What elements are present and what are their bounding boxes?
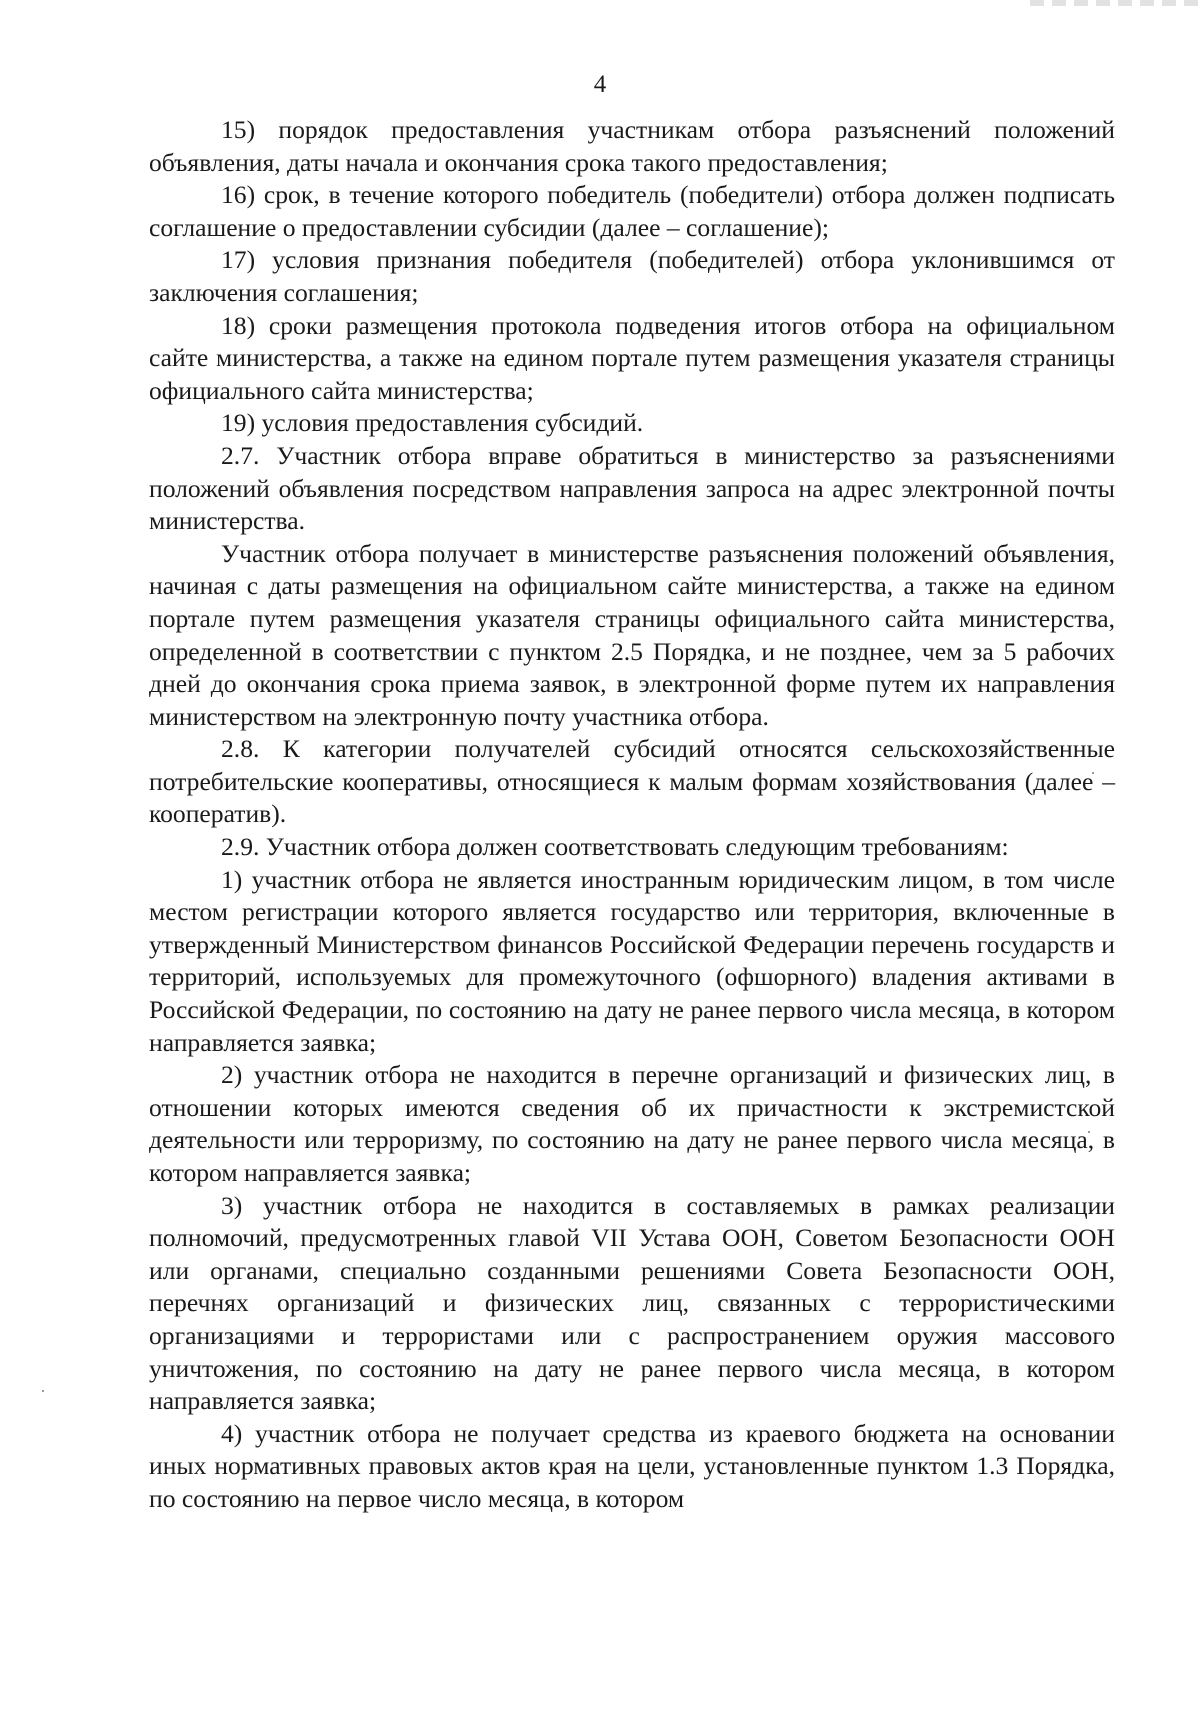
scan-speck (42, 1390, 44, 1392)
paragraph-item-15: 15) порядок предоставления участникам отбора разъяснений положений объявления, даты начала и окончания срока такого предоставления; (149, 115, 1115, 177)
requirement-item-4: 4) участник отбора не получает средства из краевого бюджета на основании иных нормативных правовых актов края на цели, установленные пунктом 1.3 Порядка, по состоянию на первое число месяца, в котором (149, 1418, 1115, 1513)
paragraph-2-9: 2.9. Участник отбора должен соответствовать следующим требованиям: (221, 832, 1009, 862)
requirement-item-2: 2) участник отбора не находится в перечне организаций и физических лиц, в отношении которых имеются сведения об их причастности к экстремистской деятельности или терроризму, по состоянию на дату не ранее первого числа месяца, в котором направляется заявка; (149, 1060, 1115, 1187)
requirement-item-1: 1) участник отбора не является иностранным юридическим лицом, в том числе местом регистрации которого является государство или территория, включенные в утвержденный Министерством финансов Российской Федерации перечень государств и территорий, используемых для промежуточного (офшорного) владения активами в Российской Федерации, по состоянию на дату не ранее первого числа месяца, в котором направляется заявка; (149, 864, 1115, 1057)
paragraph-2-7-clarifications: Участник отбора получает в министерстве разъяснения положений объявления, начиная с даты размещения на официальном сайте министерства, а также на едином портале путем размещения указателя страницы официального сайта министерства, определенной в соответствии с пунктом 2.5 Порядка, и не позднее, чем за 5 рабочих дней до окончания срока приема заявок, в электронной форме путем их направления министерством на электронную почту участника отбора. (149, 538, 1115, 731)
paragraph-item-17: 17) условия признания победителя (победителей) отбора уклонившимся от заключения соглашения; (149, 245, 1115, 307)
paragraph-2-8: 2.8. К категории получателей субсидий относятся сельскохозяйственные потребительские кооперативы, относящиеся к малым формам хозяйствования (далее – кооператив). (149, 734, 1115, 829)
document-body (149, 114, 1115, 1516)
requirement-item-3: 3) участник отбора не находится в составляемых в рамках реализации полномочий, предусмотренных главой VII Устава ООН, Советом Безопасности ООН или органами, специально созданными решениями Совета Безопасности ООН, перечнях организаций и физических лиц, связанных с террористическими организациями и террористами или с распространением оружия массового уничтожения, по состоянию на дату не ранее первого числа месяца, в котором направляется заявка; (149, 1190, 1115, 1416)
paragraph-item-18: 18) сроки размещения протокола подведения итогов отбора на официальном сайте министерства, а также на едином портале путем размещения указателя страницы официального сайта министерства; (149, 310, 1115, 405)
scan-edge-mark (1030, 0, 1200, 6)
paragraph-item-16: 16) срок, в течение которого победитель (победители) отбора должен подписать соглашение о предоставлении субсидии (далее – соглашение); (149, 180, 1115, 242)
paragraph-2-7: 2.7. Участник отбора вправе обратиться в министерство за разъяснениями положений объявления посредством направления запроса на адрес электронной почты министерства. (149, 440, 1115, 536)
paragraph-item-19: 19) условия предоставления субсидий. (221, 408, 644, 438)
page-number: 4 (593, 71, 607, 98)
